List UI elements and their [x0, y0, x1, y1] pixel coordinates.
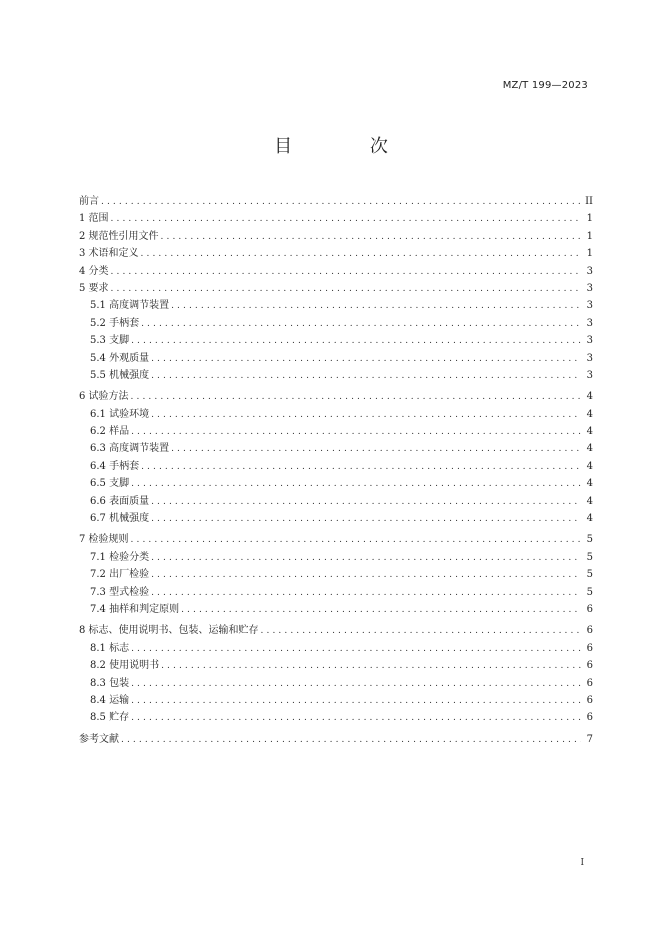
toc-entry-page: 3 [586, 300, 593, 312]
toc-leader-dots [111, 264, 581, 281]
toc-leader-dots [151, 550, 581, 567]
toc-entry-page: 5 [586, 534, 593, 546]
toc-entry-page: 3 [586, 369, 593, 381]
toc-entry-page: 3 [586, 352, 593, 364]
toc-entry[interactable] [79, 692, 593, 709]
toc-entry-page: 6 [586, 603, 593, 615]
toc-leader-dots [151, 511, 581, 528]
toc-entry-page: 6 [586, 677, 593, 689]
toc-entry[interactable] [79, 566, 593, 583]
toc-entry-label: 2 规范性引用文件 [79, 230, 159, 242]
toc-entry[interactable] [79, 245, 593, 262]
toc-entry[interactable] [79, 440, 593, 457]
toc-entry-label: 8.5 贮存 [90, 712, 130, 724]
toc-entry-label: 6.1 试验环境 [90, 408, 150, 420]
toc-leader-dots [151, 368, 581, 385]
toc-leader-dots [121, 732, 581, 749]
toc-leader-dots [171, 298, 581, 315]
toc-entry-label: 5.4 外观质量 [90, 352, 150, 364]
toc-entry-page: 3 [586, 335, 593, 347]
toc-entry-label: 3 术语和定义 [79, 248, 139, 260]
toc-leader-dots [131, 710, 581, 727]
toc-entry[interactable] [79, 675, 593, 692]
toc-entry-page: 6 [586, 642, 593, 654]
toc-entry-page: 4 [586, 408, 593, 420]
toc-entry-page: 4 [586, 426, 593, 438]
toc-entry-page: 3 [586, 282, 593, 294]
toc-entry-page: 4 [586, 478, 593, 490]
toc-entry-label: 5.1 高度调节装置 [90, 300, 170, 312]
toc-entry[interactable] [79, 280, 593, 297]
toc-entry-page: 5 [586, 569, 593, 581]
toc-entry-label: 5 要求 [79, 282, 109, 294]
toc-entry-label: 6.5 支脚 [90, 478, 130, 490]
toc-entry[interactable] [79, 510, 593, 527]
toc-leader-dots [151, 567, 581, 584]
toc-entry[interactable] [79, 423, 593, 440]
toc-leader-dots [131, 333, 581, 350]
toc-entry-label: 6.3 高度调节装置 [90, 443, 170, 455]
toc-entry-page: 3 [586, 317, 593, 329]
toc-entry-page: II [585, 196, 593, 207]
toc-entry[interactable] [79, 367, 593, 384]
toc-leader-dots [131, 424, 581, 441]
toc-entry-label: 8.2 使用说明书 [90, 660, 160, 672]
toc-entry[interactable] [79, 193, 593, 210]
toc-entry-label: 5.3 支脚 [90, 335, 130, 347]
toc-entry[interactable] [79, 406, 593, 423]
toc-entry-label: 8 标志、使用说明书、包装、运输和贮存 [79, 625, 259, 637]
toc-entry-page: 6 [586, 712, 593, 724]
toc-leader-dots [151, 585, 581, 602]
toc-entry-label: 8.1 标志 [90, 642, 130, 654]
toc-entry-label: 6 试验方法 [79, 391, 129, 403]
toc-entry[interactable] [79, 549, 593, 566]
toc-entry-page: 6 [586, 625, 593, 637]
toc-entry-label: 5.5 机械强度 [90, 369, 150, 381]
toc-entry-page: 4 [586, 513, 593, 525]
toc-entry[interactable] [79, 493, 593, 510]
toc-entry-label: 7.1 检验分类 [90, 551, 150, 563]
toc-entry-page: 5 [586, 586, 593, 598]
toc-entry-label: 参考文献 [79, 733, 119, 745]
toc-entry-label: 8.3 包装 [90, 677, 130, 689]
toc-leader-dots [131, 476, 581, 493]
toc-entry-page: 4 [586, 460, 593, 472]
toc-leader-dots [171, 441, 581, 458]
toc-leader-dots [131, 641, 581, 658]
toc-entry-label: 4 分类 [79, 265, 109, 277]
page-title: 目 次 [274, 136, 424, 157]
toc-entry[interactable] [79, 388, 593, 405]
toc-leader-dots [111, 281, 581, 298]
toc-entry[interactable] [79, 297, 593, 314]
toc-leader-dots [261, 623, 581, 640]
toc-entry[interactable] [79, 475, 593, 492]
standard-code: MZ/T 199—2023 [502, 80, 588, 91]
toc-entry[interactable] [79, 350, 593, 367]
toc-leader-dots [151, 407, 581, 424]
toc-leader-dots [131, 532, 581, 549]
toc-entry-label: 8.4 运输 [90, 694, 130, 706]
toc-entry-page: 1 [586, 230, 593, 242]
toc-entry-label: 5.2 手柄套 [90, 317, 140, 329]
toc-entry-label: 前言 [79, 196, 99, 207]
toc-entry-label: 7.2 出厂检验 [90, 569, 150, 581]
toc-entry[interactable] [79, 228, 593, 245]
page-number: I [580, 858, 584, 868]
toc-entry-page: 3 [586, 265, 593, 277]
toc-entry[interactable] [79, 210, 593, 227]
toc-leader-dots [151, 351, 581, 368]
toc-entry-page: 6 [586, 660, 593, 672]
toc-entry-label: 6.7 机械强度 [90, 513, 150, 525]
toc-entry[interactable] [79, 531, 593, 548]
toc-entry-label: 6.2 样品 [90, 426, 130, 438]
toc-entry-page: 7 [586, 733, 593, 745]
toc-entry-label: 1 范围 [79, 213, 109, 225]
toc-entry[interactable] [79, 315, 593, 332]
toc-entry-page: 4 [586, 495, 593, 507]
toc-leader-dots [161, 658, 581, 675]
toc-leader-dots [151, 494, 581, 511]
toc-leader-dots [101, 194, 581, 211]
toc-entry-label: 6.6 表面质量 [90, 495, 150, 507]
toc-leader-dots [131, 389, 581, 406]
toc-leader-dots [141, 316, 581, 333]
toc-entry-page: 6 [586, 694, 593, 706]
toc-entry[interactable] [79, 731, 593, 748]
toc-entry[interactable] [79, 601, 593, 618]
toc-entry-label: 7 检验规则 [79, 534, 129, 546]
toc-leader-dots [181, 602, 581, 619]
toc-leader-dots [131, 693, 581, 710]
toc-entry[interactable] [79, 657, 593, 674]
toc-entry[interactable] [79, 584, 593, 601]
toc-entry-label: 7.3 型式检验 [90, 586, 150, 598]
toc-leader-dots [161, 229, 581, 246]
toc-entry[interactable] [79, 332, 593, 349]
toc-entry-page: 5 [586, 551, 593, 563]
toc-entry-label: 6.4 手柄套 [90, 460, 140, 472]
toc-entry-label: 7.4 抽样和判定原则 [90, 603, 180, 615]
toc-leader-dots [141, 459, 581, 476]
toc-entry[interactable] [79, 458, 593, 475]
toc-entry[interactable] [79, 263, 593, 280]
toc-entry[interactable] [79, 640, 593, 657]
toc-entry-page: 1 [586, 213, 593, 225]
toc-leader-dots [141, 246, 581, 263]
toc-entry-page: 4 [586, 391, 593, 403]
toc-entry-page: 4 [586, 443, 593, 455]
toc-leader-dots [131, 676, 581, 693]
toc-leader-dots [111, 211, 581, 228]
toc-entry[interactable] [79, 622, 593, 639]
toc-entry-page: 1 [586, 248, 593, 260]
toc-entry[interactable] [79, 709, 593, 726]
table-of-contents [79, 193, 593, 748]
